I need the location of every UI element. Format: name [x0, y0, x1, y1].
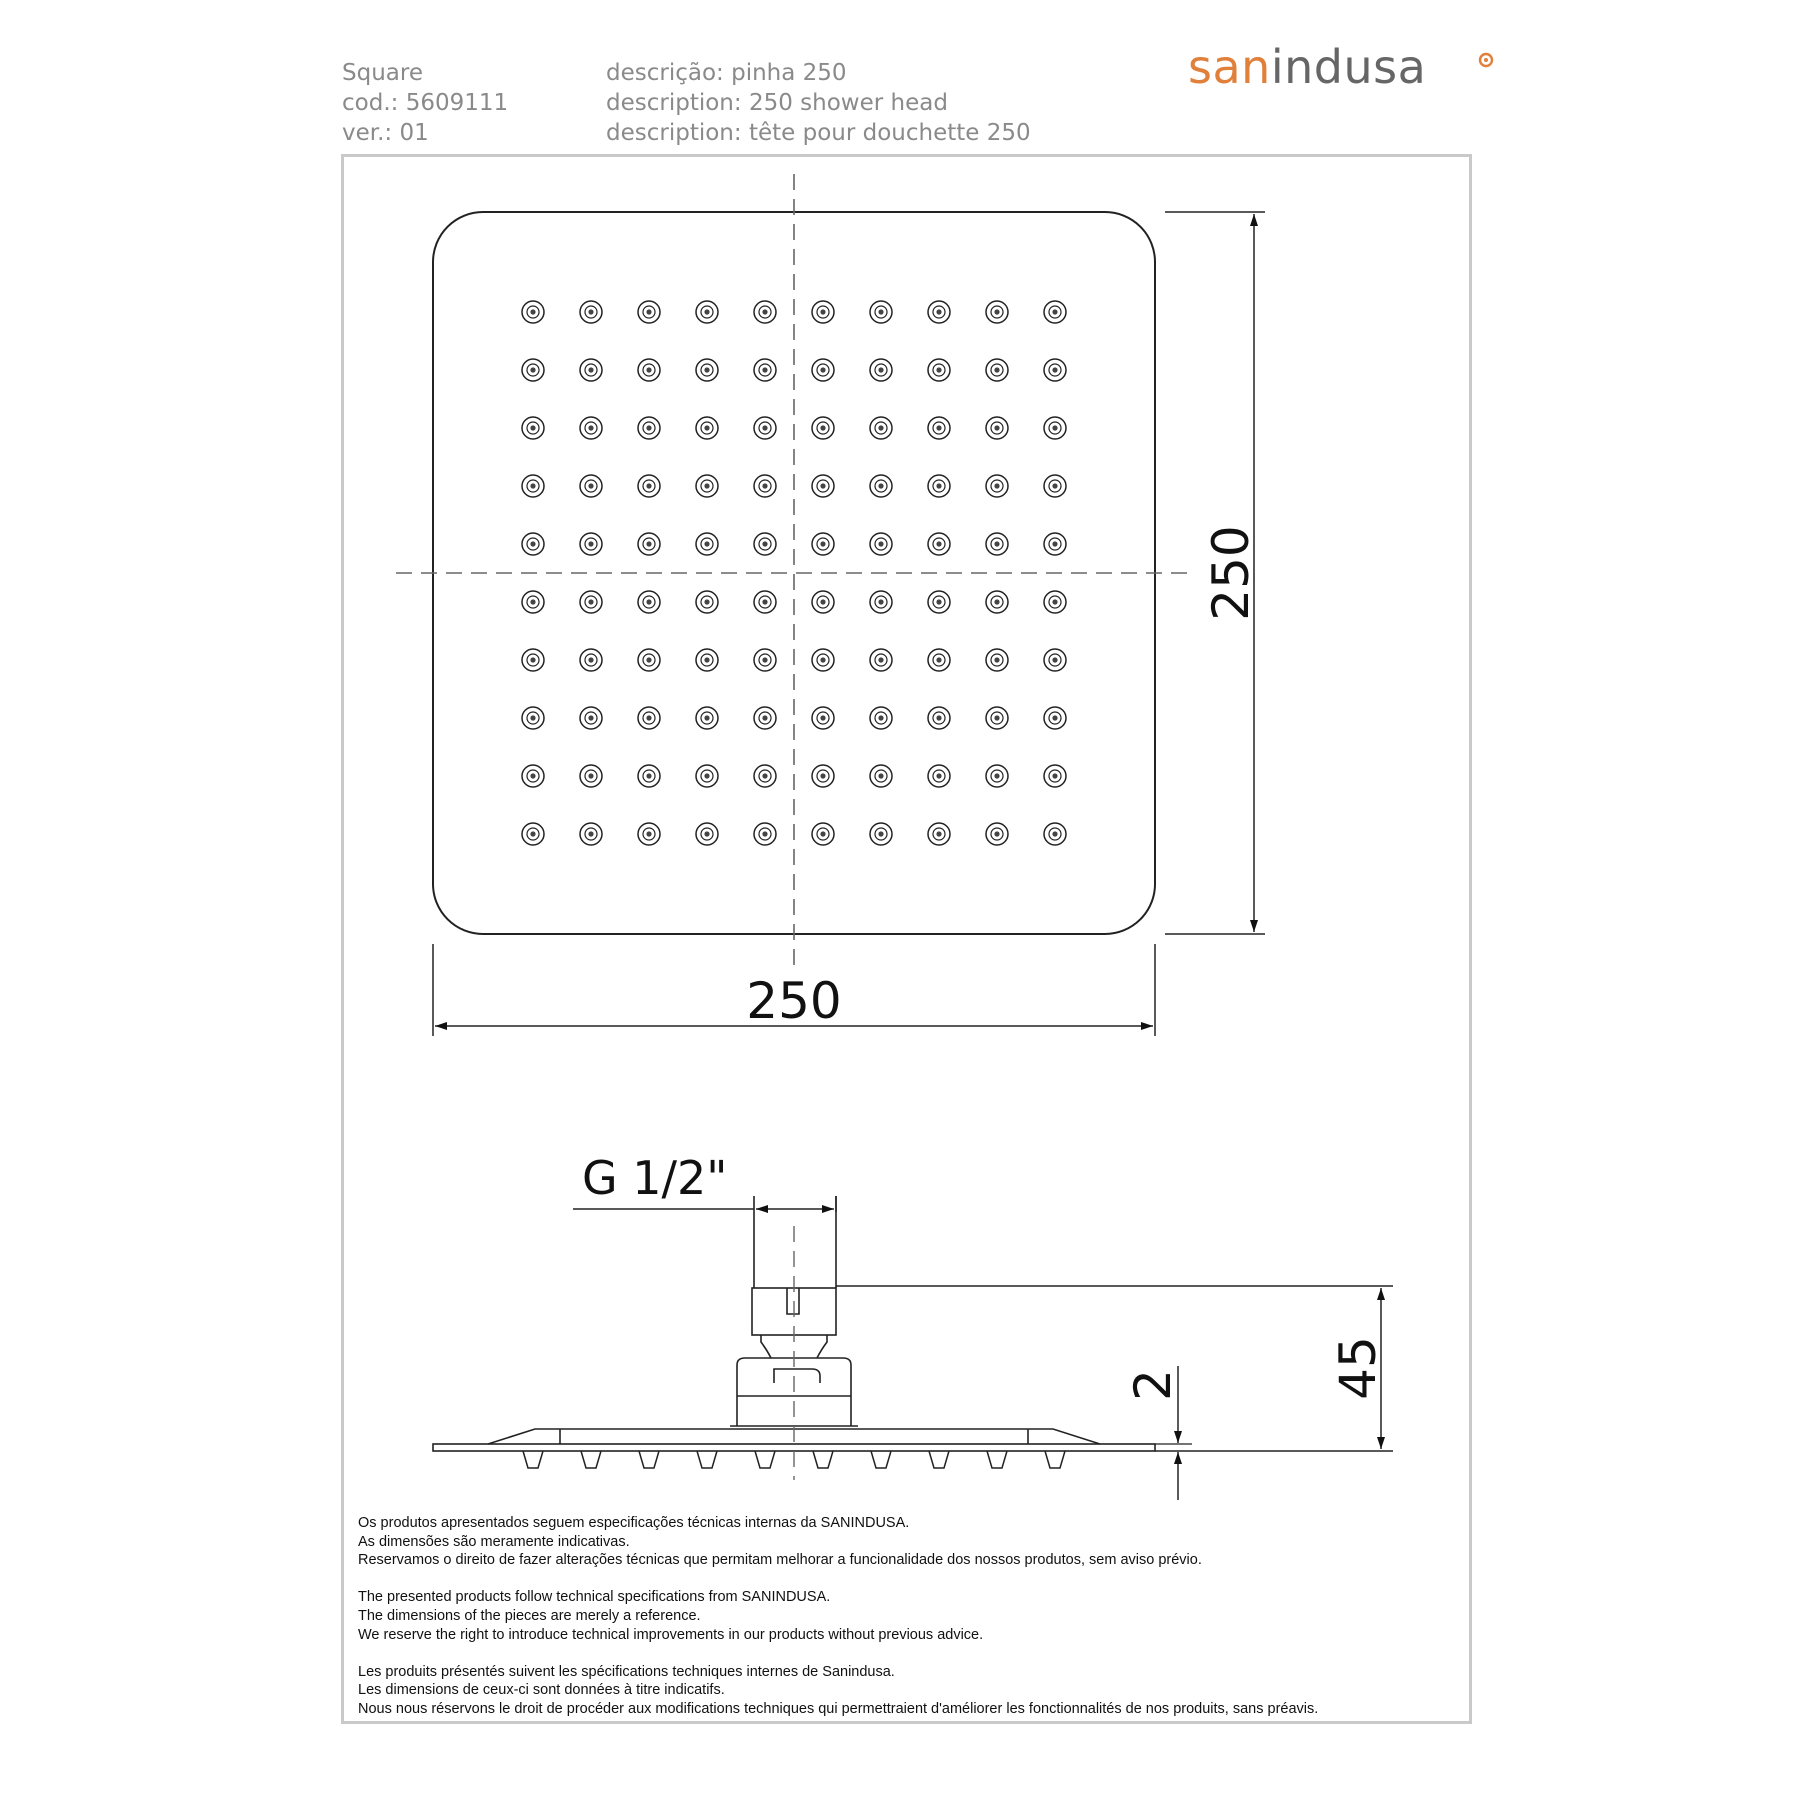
- note-line: Reservamos o direito de fazer alterações técnicas que permitam melhorar a funcionalidade dos nossos produtos, sem aviso prévio.: [358, 1552, 1202, 1569]
- nozzle: [580, 475, 602, 497]
- product-code: cod.: 5609111: [342, 90, 509, 116]
- nozzle: [870, 359, 892, 381]
- nozzle: [1044, 765, 1066, 787]
- note-line: Os produtos apresentados seguem especificações técnicas internas da SANINDUSA.: [358, 1515, 910, 1531]
- nozzle: [870, 533, 892, 555]
- note-line: As dimensões são meramente indicativas.: [358, 1533, 630, 1550]
- nozzle: [812, 823, 834, 845]
- nozzle: [812, 417, 834, 439]
- nozzle: [812, 591, 834, 613]
- nozzle: [638, 649, 660, 671]
- side-nozzle: [581, 1451, 601, 1468]
- nozzle: [522, 765, 544, 787]
- nozzle: [870, 649, 892, 671]
- nozzle: [812, 301, 834, 323]
- side-nozzle: [987, 1451, 1007, 1468]
- notes-english: [358, 1588, 1458, 1644]
- nozzle: [522, 591, 544, 613]
- nozzle: [986, 707, 1008, 729]
- nozzle: [754, 823, 776, 845]
- nozzle: [580, 765, 602, 787]
- nozzle: [754, 475, 776, 497]
- nozzle: [1044, 649, 1066, 671]
- nozzle: [522, 533, 544, 555]
- nozzle: [870, 765, 892, 787]
- nozzle: [1044, 301, 1066, 323]
- nozzle: [580, 301, 602, 323]
- nozzle: [986, 301, 1008, 323]
- nozzle: [638, 301, 660, 323]
- nozzle: [1044, 707, 1066, 729]
- nozzle: [522, 359, 544, 381]
- note-line: The presented products follow technical specifications from SANINDUSA.: [358, 1589, 831, 1606]
- nozzle: [928, 591, 950, 613]
- note-line: Les produits présentés suivent les spécifications techniques internes de Sanindusa.: [358, 1663, 895, 1680]
- nozzle: [812, 649, 834, 671]
- nozzle: [580, 707, 602, 729]
- nozzle: [638, 417, 660, 439]
- nozzle: [870, 475, 892, 497]
- nozzle: [580, 533, 602, 555]
- product-version: ver.: 01: [342, 120, 429, 146]
- nozzle: [986, 533, 1008, 555]
- nozzle: [638, 533, 660, 555]
- nozzle: [928, 533, 950, 555]
- description-en: description: 250 shower head: [606, 90, 948, 116]
- nozzle: [580, 823, 602, 845]
- pipe-stub: [754, 1196, 836, 1288]
- nozzle: [638, 591, 660, 613]
- nozzle: [870, 591, 892, 613]
- thread-dimension: [573, 1151, 836, 1212]
- note-line: Nous nous réservons le droit de procéder aux modifications techniques qui permettraient d'améliorer les fonctionnalités de nos produits, sans préavis.: [358, 1700, 1319, 1717]
- nozzle: [754, 765, 776, 787]
- nozzle: [696, 707, 718, 729]
- ball-window: [774, 1369, 820, 1383]
- nozzle: [522, 475, 544, 497]
- nozzle: [928, 823, 950, 845]
- nozzle: [812, 533, 834, 555]
- plate-thickness-dimension: [1124, 1366, 1192, 1500]
- nozzle: [754, 591, 776, 613]
- description-fr: description: tête pour douchette 250: [606, 120, 1031, 146]
- nozzle: [754, 533, 776, 555]
- height-dimension-label: 250: [1202, 525, 1260, 621]
- nozzle: [870, 417, 892, 439]
- nozzle: [696, 765, 718, 787]
- side-nozzle: [639, 1451, 659, 1468]
- nozzle: [1044, 533, 1066, 555]
- note-line: The dimensions of the pieces are merely a reference.: [358, 1607, 701, 1624]
- nozzle: [986, 823, 1008, 845]
- nozzle: [696, 823, 718, 845]
- nozzle: [696, 359, 718, 381]
- nozzle: [638, 359, 660, 381]
- nozzle: [522, 417, 544, 439]
- series-name: Square: [342, 60, 423, 86]
- nozzle: [580, 359, 602, 381]
- nozzle: [580, 417, 602, 439]
- width-dimension-label: 250: [746, 972, 842, 1030]
- nozzle: [696, 649, 718, 671]
- nozzle: [696, 475, 718, 497]
- note-line: Les dimensions de ceux-ci sont données à titre indicatifs.: [358, 1682, 725, 1699]
- nozzle: [522, 823, 544, 845]
- nozzle: [638, 707, 660, 729]
- nozzle: [1044, 417, 1066, 439]
- nozzle: [1044, 359, 1066, 381]
- note-line: We reserve the right to introduce technical improvements in our products without previous advice.: [358, 1626, 984, 1643]
- nozzle: [754, 417, 776, 439]
- nozzle: [928, 475, 950, 497]
- nozzle: [754, 649, 776, 671]
- nozzle: [986, 591, 1008, 613]
- nozzle: [696, 533, 718, 555]
- nozzle: [986, 359, 1008, 381]
- side-nozzle: [1045, 1451, 1065, 1468]
- notes-portuguese: [358, 1514, 1458, 1570]
- thread-dimension-label: G 1/2": [582, 1151, 728, 1205]
- nut-slot: [787, 1288, 799, 1314]
- disclaimer-notes: [358, 1514, 1458, 1737]
- nozzle: [696, 417, 718, 439]
- nozzle: [928, 417, 950, 439]
- side-nozzle: [755, 1451, 775, 1468]
- nozzle: [754, 359, 776, 381]
- nozzle: [1044, 823, 1066, 845]
- nozzle: [754, 707, 776, 729]
- side-nozzle: [929, 1451, 949, 1468]
- nozzle: [812, 359, 834, 381]
- nozzle: [812, 475, 834, 497]
- description-pt: descrição: pinha 250: [606, 60, 847, 86]
- nozzle: [986, 765, 1008, 787]
- logo-text-san: san: [1188, 40, 1271, 94]
- nozzle: [638, 475, 660, 497]
- side-nozzle: [697, 1451, 717, 1468]
- nozzle: [696, 591, 718, 613]
- nozzle: [928, 765, 950, 787]
- nozzle: [522, 649, 544, 671]
- nozzle: [870, 707, 892, 729]
- side-nozzle: [871, 1451, 891, 1468]
- nozzle: [986, 649, 1008, 671]
- nozzle: [986, 475, 1008, 497]
- nozzle: [522, 707, 544, 729]
- nozzle: [812, 707, 834, 729]
- notes-french: [358, 1663, 1458, 1719]
- nozzle: [812, 765, 834, 787]
- nozzle: [928, 301, 950, 323]
- nozzle: [928, 359, 950, 381]
- top-view: [396, 174, 1265, 1036]
- nozzle: [580, 649, 602, 671]
- nozzle: [696, 301, 718, 323]
- nozzle: [754, 301, 776, 323]
- nozzle: [522, 301, 544, 323]
- face-plate: [433, 1444, 1155, 1451]
- nozzle: [1044, 591, 1066, 613]
- nozzle: [1044, 475, 1066, 497]
- nozzle: [638, 823, 660, 845]
- nozzle: [638, 765, 660, 787]
- total-height-dimension: [836, 1286, 1393, 1451]
- nozzle: [870, 823, 892, 845]
- plate-thickness-label: 2: [1124, 1369, 1182, 1401]
- total-height-label: 45: [1329, 1336, 1387, 1400]
- side-nozzle: [523, 1451, 543, 1468]
- nozzle: [928, 649, 950, 671]
- nozzle: [986, 417, 1008, 439]
- logo-text-indusa: indusa: [1270, 40, 1427, 94]
- nozzle: [928, 707, 950, 729]
- side-view: [433, 1196, 1155, 1480]
- nozzle: [580, 591, 602, 613]
- nozzle: [870, 301, 892, 323]
- side-nozzle: [813, 1451, 833, 1468]
